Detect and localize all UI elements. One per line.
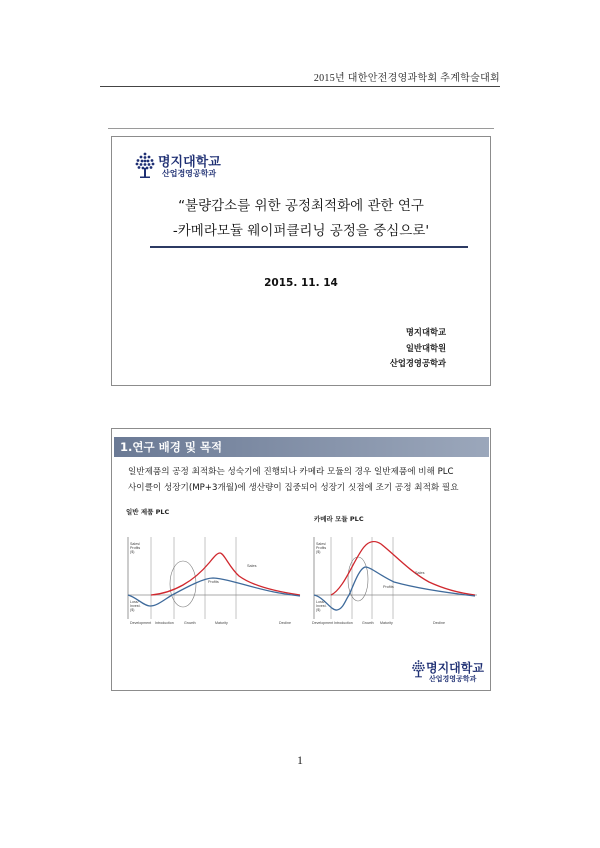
- affiliation-department: 산업경영공학과: [389, 358, 446, 368]
- tree-logo-icon: [134, 151, 156, 179]
- title-underline-rule: [150, 246, 468, 248]
- y-upper-label: Sales/: [316, 542, 326, 546]
- y-lower-label: Loss/: [316, 600, 325, 604]
- y-upper-label: ($): [316, 550, 321, 554]
- y-lower-label: ($): [316, 608, 321, 612]
- y-upper-label: Profits: [316, 546, 327, 550]
- profit-curve-label: Profits: [208, 580, 219, 584]
- slide-heading: 1.연구 배경 및 목적: [120, 440, 223, 454]
- y-lower-label: Loss/: [130, 600, 139, 604]
- general-plc-chart-title: 일반 제품 PLC: [126, 508, 170, 516]
- conference-running-head: 2015년 대한안전경영과학회 추계학술대회: [313, 73, 500, 84]
- sales-curve-label: Sales: [415, 571, 425, 575]
- slide-heading-bar: [114, 437, 489, 457]
- paper-title-line-1: “불량감소를 위한 공정최적화에 관한 연구: [178, 198, 424, 214]
- stage-label-introduction: Introduction: [334, 621, 353, 625]
- highlight-ellipse: [348, 557, 368, 601]
- body-text-line-1: 일반제품의 공정 최적화는 성숙기에 진행되나 카메라 모듈의 경우 일반제품에 비해 PLC: [128, 467, 454, 477]
- presentation-date: 2015. 11. 14: [264, 277, 338, 289]
- sales-curve-label: Sales: [247, 564, 257, 568]
- camera-module-plc-diagram: [309, 529, 484, 629]
- title-slide: [111, 136, 491, 386]
- logo-department-name: 산업경영공학과: [429, 675, 477, 683]
- paper-title-line-2: -카메라모듈 웨이퍼클리닝 공정을 중심으로': [172, 223, 430, 239]
- affiliation-university: 명지대학교: [405, 327, 446, 337]
- general-product-plc-diagram: [124, 529, 304, 629]
- stage-label-growth: Growth: [362, 621, 374, 625]
- camera-plc-chart-title: 카메라 모듈 PLC: [314, 515, 364, 523]
- logo-department-name: 산업경영공학과: [162, 169, 217, 178]
- stage-label-introduction: Introduction: [155, 621, 174, 625]
- y-lower-label: Invest.: [130, 604, 141, 608]
- y-lower-label: Invest.: [316, 604, 327, 608]
- body-text-line-2: 사이클이 성장기(MP+3개월)에 생산량이 집중되어 성장기 싯점에 조기 공정 최적화 필요: [128, 483, 459, 493]
- y-lower-label: ($): [130, 608, 135, 612]
- header-rule: [100, 86, 500, 87]
- stage-label-decline: Decline: [433, 621, 445, 625]
- y-upper-label: ($): [130, 550, 135, 554]
- tree-logo-icon: [411, 659, 426, 678]
- stage-label-development: Development: [130, 621, 152, 625]
- stage-label-decline: Decline: [279, 621, 291, 625]
- page-number: 1: [297, 753, 303, 767]
- profit-curve-label: Profits: [383, 585, 394, 589]
- slide-separator-rule: [108, 128, 494, 129]
- background-slide: [111, 428, 491, 691]
- logo-university-name: 명지대학교: [158, 155, 221, 170]
- stage-label-maturity: Maturity: [215, 621, 228, 625]
- logo-university-name: 명지대학교: [426, 661, 484, 675]
- affiliation-graduate-school: 일반대학원: [405, 343, 446, 353]
- sales-curve: [151, 553, 300, 595]
- stage-label-growth: Growth: [184, 621, 196, 625]
- y-upper-label: Sales/: [130, 542, 140, 546]
- stage-label-development: Development: [312, 621, 334, 625]
- y-upper-label: Profits: [130, 546, 141, 550]
- stage-label-maturity: Maturity: [380, 621, 393, 625]
